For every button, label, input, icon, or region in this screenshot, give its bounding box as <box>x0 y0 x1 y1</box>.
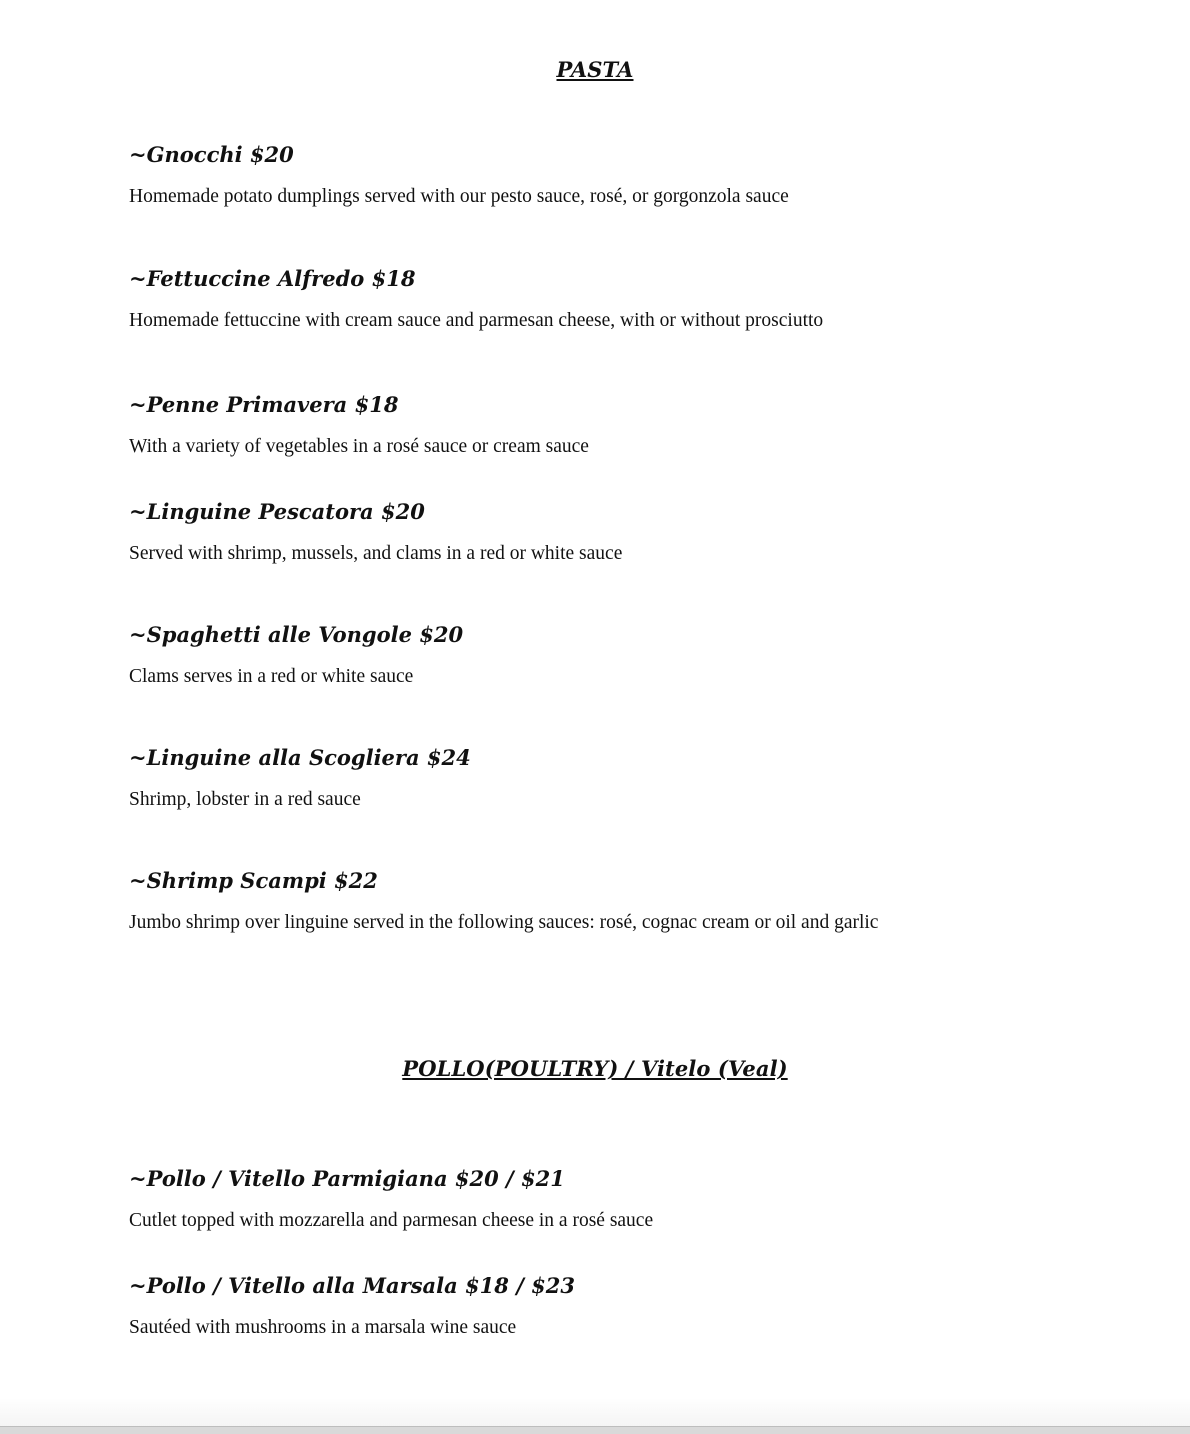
menu-item-name: ~Fettuccine Alfredo $18 <box>129 266 416 291</box>
menu-item-description: Homemade potato dumplings served with our pesto sauce, rosé, or gorgonzola sauce <box>129 186 789 207</box>
menu-item-description: Cutlet topped with mozzarella and parmesan cheese in a rosé sauce <box>129 1210 654 1231</box>
menu-item-description: With a variety of vegetables in a rosé sauce or cream sauce <box>129 436 589 457</box>
menu-item-name: ~Penne Primavera $18 <box>129 392 399 417</box>
menu-item-description: Clams serves in a red or white sauce <box>129 666 414 687</box>
menu-item-name: ~Shrimp Scampi $22 <box>129 868 378 893</box>
menu-item-description: Shrimp, lobster in a red sauce <box>129 789 361 810</box>
menu-item-name: ~Spaghetti alle Vongole $20 <box>129 622 464 647</box>
menu-item-name: ~Pollo / Vitello Parmigiana $20 / $21 <box>129 1166 565 1191</box>
menu-item-description: Jumbo shrimp over linguine served in the following sauces: rosé, cognac cream or oil and garlic <box>129 912 879 933</box>
section-title-poultry-veal: POLLO(POULTRY) / Vitelo (Veal) <box>402 1056 788 1081</box>
menu-item-name: ~Pollo / Vitello alla Marsala $18 / $23 <box>129 1273 576 1298</box>
menu-item-description: Sautéed with mushrooms in a marsala wine sauce <box>129 1317 517 1338</box>
section-title-pasta: PASTA <box>556 57 634 82</box>
menu-item-name: ~Linguine Pescatora $20 <box>129 499 425 524</box>
menu-item-description: Homemade fettuccine with cream sauce and parmesan cheese, with or without prosciutto <box>129 310 824 331</box>
menu-item-description: Served with shrimp, mussels, and clams in a red or white sauce <box>129 543 623 564</box>
menu-item-name: ~Gnocchi $20 <box>129 142 294 167</box>
menu-item-name: ~Linguine alla Scogliera $24 <box>129 745 471 770</box>
